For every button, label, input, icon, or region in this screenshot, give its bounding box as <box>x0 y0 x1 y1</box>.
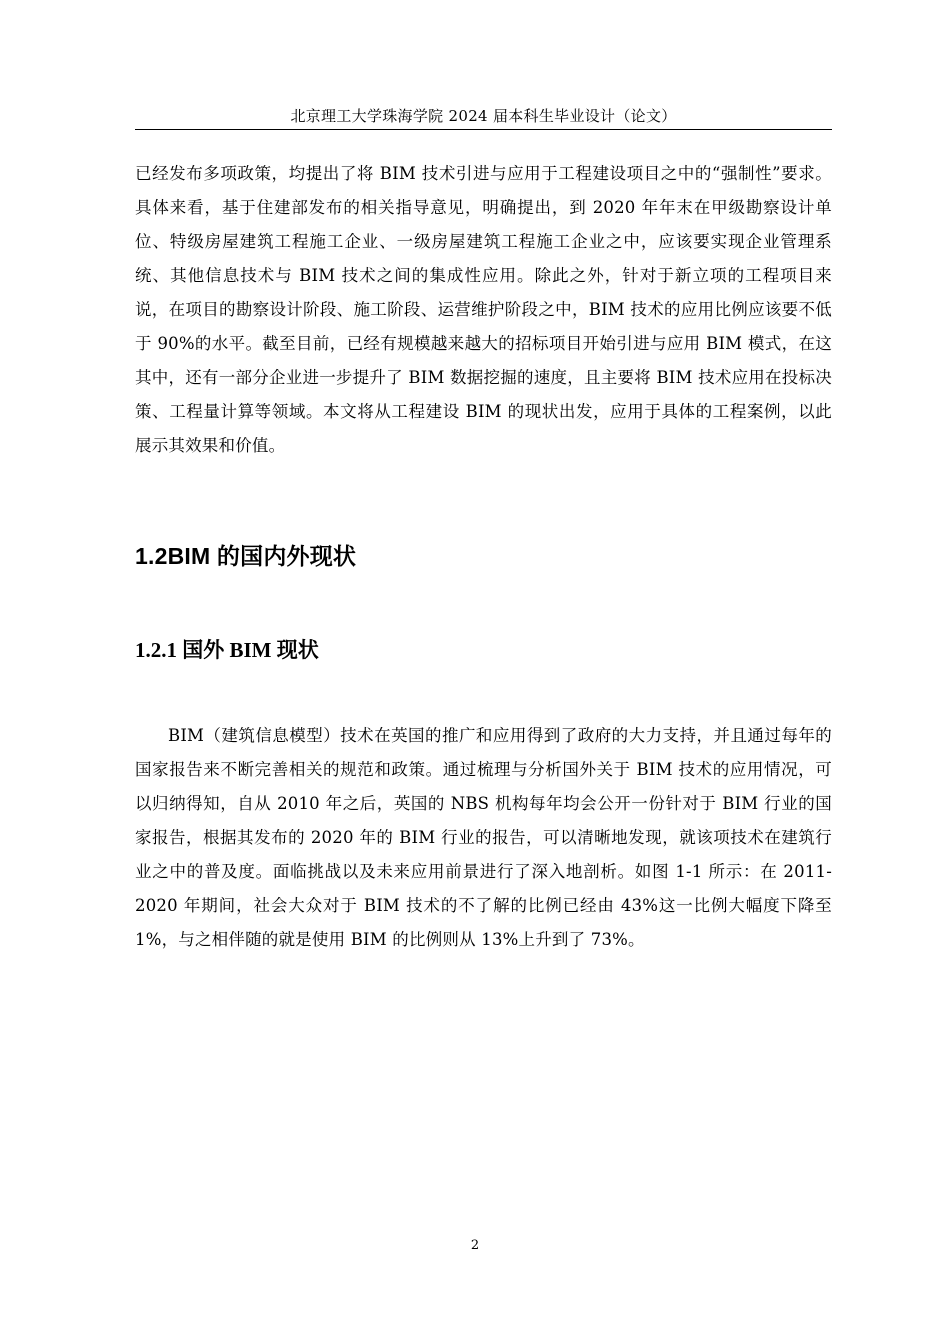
body-paragraph-2: BIM（建筑信息模型）技术在英国的推广和应用得到了政府的大力支持，并且通过每年的国家报告来不断完善相关的规范和政策。通过梳理与分析国外关于 BIM 技术的应用情况，可以归纳得知，自从 2010 年之后，英国的 NBS 机构每年均会公开一份针对于 BIM 行业的国家报告，根据其发布的 2020 年的 BIM 行业的报告，可以清晰地发现，就该项技术在建筑行业之中的普及度。面临挑战以及未来应用前景进行了深入地剖析。如图 1-1 所示：在 2011-2020 年期间，社会大众对于 BIM 技术的不了解的比例已经由 43%这一比例大幅度下降至 1%，与之相伴随的就是使用 BIM 的比例则从 13%上升到了 73%。 <box>135 726 832 949</box>
subsection-heading: 1.2.1 国外 BIM 现状 <box>135 638 319 662</box>
section-heading: 1.2BIM 的国内外现状 <box>135 543 357 569</box>
page-header-title: 北京理工大学珠海学院 2024 届本科生毕业设计（论文） <box>290 107 677 125</box>
page-number: 2 <box>470 1238 480 1253</box>
header-divider <box>135 129 832 130</box>
body-paragraph-1: 已经发布多项政策，均提出了将 BIM 技术引进与应用于工程建设项目之中的“强制性”要求。具体来看，基于住建部发布的相关指导意见，明确提出，到 2020 年年末在甲级勘察设计单位、特级房屋建筑工程施工企业、一级房屋建筑工程施工企业之中，应该要实现企业管理系统、其他信息技术与 BIM 技术之间的集成性应用。除此之外，针对于新立项的工程项目来说，在项目的勘察设计阶段、施工阶段、运营维护阶段之中，BIM 技术的应用比例应该要不低于 90%的水平。截至目前，已经有规模越来越大的招标项目开始引进与应用 BIM 模式，在这其中，还有一部分企业进一步提升了 BIM 数据挖掘的速度，且主要将 BIM 技术应用在投标决策、工程量计算等领域。本文将从工程建设 BIM 的现状出发，应用于具体的工程案例，以此展示其效果和价值。 <box>135 164 832 455</box>
